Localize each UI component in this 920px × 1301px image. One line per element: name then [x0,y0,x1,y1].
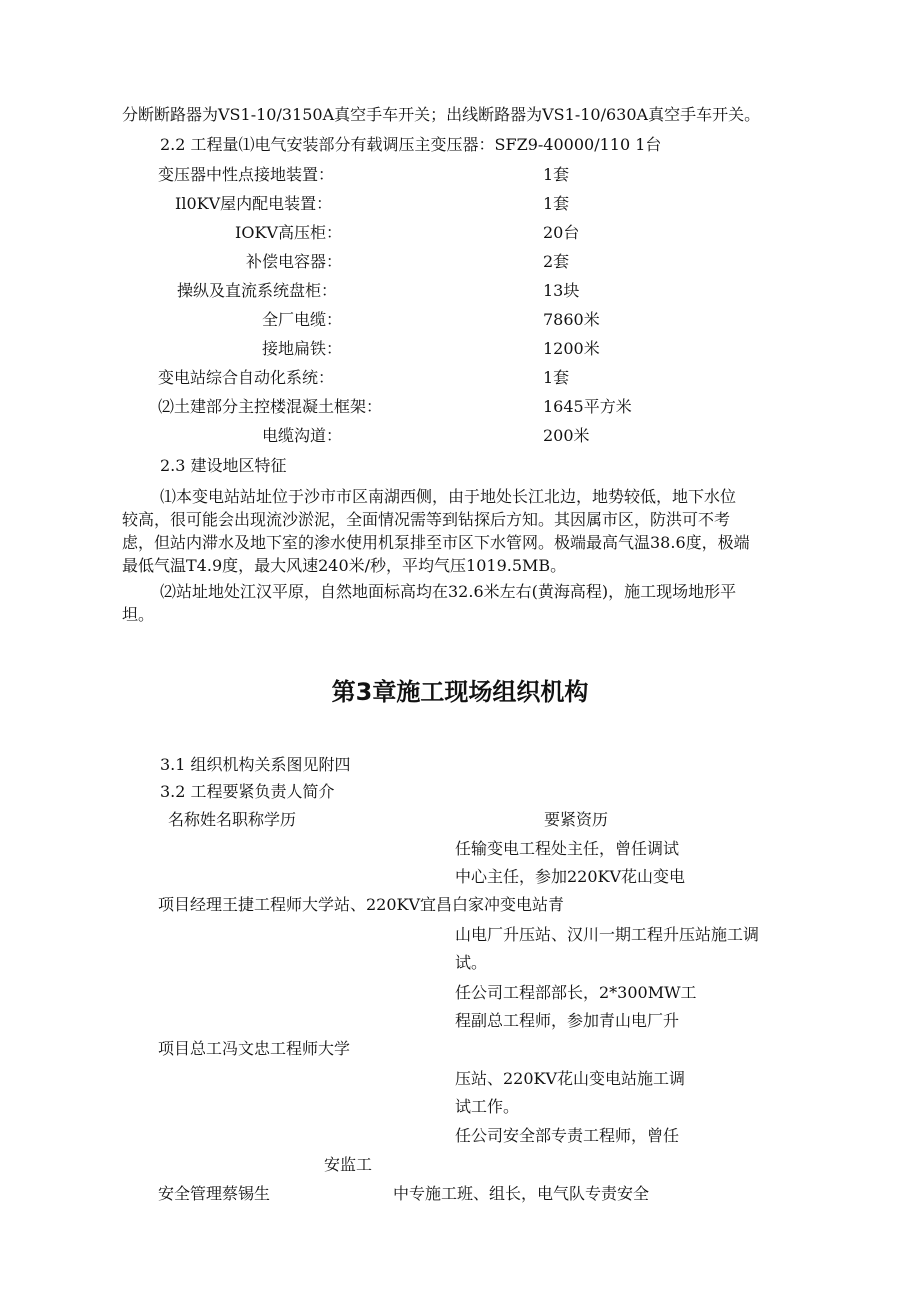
resume-line: 安监工 [324,1155,373,1174]
resume-line: 任公司工程部部长，2*300MW工 [455,983,697,1002]
resume-line: 压站、220KV花山变电站施工调 [455,1069,686,1088]
person-row: 安全管理蔡锡生 [158,1184,271,1203]
paragraph-line: ⑴本变电站站址位于沙市市区南湖西侧，由于地处长江北边，地势较低，地下水位 [160,487,737,506]
item-qty: 20台 [543,223,580,242]
item-label: 电缆沟道： [261,426,342,445]
paragraph-line: 虑，但站内滞水及地下室的渗水使用机泵排至市区下水管网。极端最高气温38.6度，极端 [122,533,750,552]
item-qty: 2套 [543,252,570,271]
resume-line: 中心主任，参加220KV花山变电 [455,867,686,886]
person-row: 项目经理王捷工程师大学站、220KV宜昌白家冲变电站青 [158,895,565,914]
item-qty: 1645平方米 [543,397,632,416]
resume-line: 任公司安全部专责工程师，曾任 [455,1126,680,1145]
resume-line: 任输变电工程处主任，曾任调试 [455,839,680,858]
resume-line: 中专施工班、组长，电气队专责安全 [393,1184,650,1203]
item-qty: 1200米 [543,339,600,358]
intro-line: 分断断路器为VS1-10/3150A真空手车开关；出线断路器为VS1-10/630A真空手车开关。 [122,105,761,124]
item-label: Il0KV屋内配电装置： [175,194,333,213]
item-label: ⑵土建部分主控楼混凝土框架： [158,397,383,416]
paragraph-line: 坦。 [122,605,155,624]
item-label: 变压器中性点接地装置： [158,165,335,184]
resume-line: 程副总工程师，参加青山电厂升 [455,1011,680,1030]
item-qty: 7860米 [543,310,600,329]
item-qty: 1套 [543,194,570,213]
paragraph-line: 最低气温T4.9度，最大风速240米/秒，平均气压1019.5MB。 [122,556,567,575]
section-3-1: 3.1 组织机构关系图见附四 [160,755,351,774]
item-label: IOKV高压柜： [235,223,342,242]
column-header-left: 名称姓名职称学历 [168,810,297,829]
section-3-2: 3.2 工程要紧负责人简介 [160,782,335,801]
item-qty: 200米 [543,426,590,445]
paragraph-line: 较高，很可能会出现流沙淤泥，全面情况需等到钻探后方知。其因属市区，防洪可不考 [122,510,731,529]
section-2-2-heading: 2.2 工程量⑴电气安装部分有载调压主变压器：SFZ9-40000/110 1台 [160,135,662,154]
person-row: 项目总工冯文忠工程师大学 [158,1039,351,1058]
paragraph-line: ⑵站址地处江汉平原，自然地面标高均在32.6米左右(黄海高程)，施工现场地形平 [160,582,737,601]
item-qty: 13块 [543,281,580,300]
resume-line: 试。 [455,953,488,972]
chapter-title: 第3章施工现场组织机构 [331,678,589,706]
section-2-3-heading: 2.3 建设地区特征 [160,456,287,475]
item-label: 操纵及直流系统盘柜： [177,281,338,300]
item-label: 变电站综合自动化系统： [158,368,335,387]
item-qty: 1套 [543,368,570,387]
column-header-right: 要紧资历 [544,810,609,829]
item-label: 接地扁铁： [261,339,342,358]
resume-line: 山电厂升压站、汉川一期工程升压站施工调 [455,925,760,944]
item-label: 补偿电容器： [245,252,342,271]
item-label: 全厂电缆： [261,310,342,329]
resume-line: 试工作。 [455,1097,520,1116]
item-qty: 1套 [543,165,570,184]
